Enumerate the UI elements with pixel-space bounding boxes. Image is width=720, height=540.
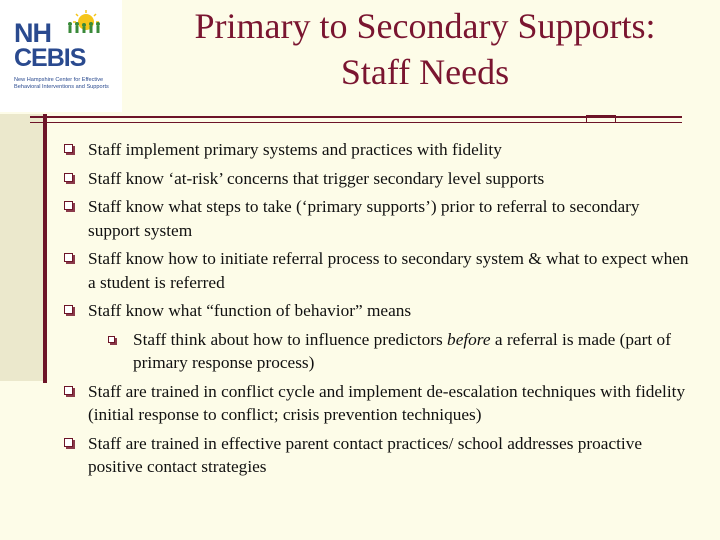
logo-nh-text: NH <box>14 18 51 48</box>
bullet-text: Staff know ‘at-risk’ concerns that trigger secondary level supports <box>88 168 545 188</box>
slide-title <box>140 3 710 95</box>
sun-people-icon <box>64 8 104 34</box>
checkbox-bullet-icon <box>64 253 73 262</box>
bullet-text: Staff know what steps to take (‘primary supports’) prior to referral to secondary support system <box>88 197 640 240</box>
checkbox-bullet-icon <box>64 305 73 314</box>
title-divider <box>30 116 682 118</box>
checkbox-bullet-icon <box>64 201 73 210</box>
left-accent-bar <box>0 114 46 381</box>
sub-list-item <box>62 328 692 375</box>
list-item <box>62 380 692 427</box>
nhcebis-logo <box>0 0 122 112</box>
checkbox-bullet-icon <box>64 438 73 447</box>
bullet-text: Staff implement primary systems and practices with fidelity <box>88 140 502 159</box>
bullet-text: Staff are trained in effective parent contact practices/ school addresses proactive positive contact strategies <box>88 433 643 476</box>
bullet-list <box>62 138 692 484</box>
bullet-text: Staff are trained in conflict cycle and implement de-escalation techniques with fidelity (initial response to conflict; crisis prevention techniques) <box>88 381 686 424</box>
sub-bullet-text-pre: Staff think about how to influence predictors <box>133 329 448 349</box>
logo-subtitle: New Hampshire Center for Effective Behavioral Interventions and Supports <box>14 77 109 90</box>
checkbox-bullet-icon <box>108 336 115 343</box>
logo-cebis-text: CEBIS <box>14 44 86 72</box>
list-item <box>62 138 692 162</box>
checkbox-bullet-icon <box>64 144 73 153</box>
title-line-1: Primary to Secondary Supports: <box>194 6 656 46</box>
divider-ornament <box>586 115 616 123</box>
checkbox-bullet-icon <box>64 173 73 182</box>
sub-bullet-emphasis: before <box>447 329 491 349</box>
list-item <box>62 195 692 242</box>
list-item <box>62 247 692 294</box>
list-item <box>62 167 692 191</box>
bullet-text: Staff know how to initiate referral process to secondary system & what to expect when a student is referred <box>88 249 689 292</box>
title-line-2: Staff Needs <box>340 52 510 92</box>
bullet-text: Staff know what “function of behavior” means <box>88 301 412 320</box>
sub-bullet-text-post: a referral is made (part of primary response process) <box>133 329 671 372</box>
list-item <box>62 432 692 479</box>
list-item <box>62 299 692 323</box>
checkbox-bullet-icon <box>64 386 73 395</box>
title-divider-thin <box>30 122 682 123</box>
left-accent-edge <box>43 114 47 383</box>
